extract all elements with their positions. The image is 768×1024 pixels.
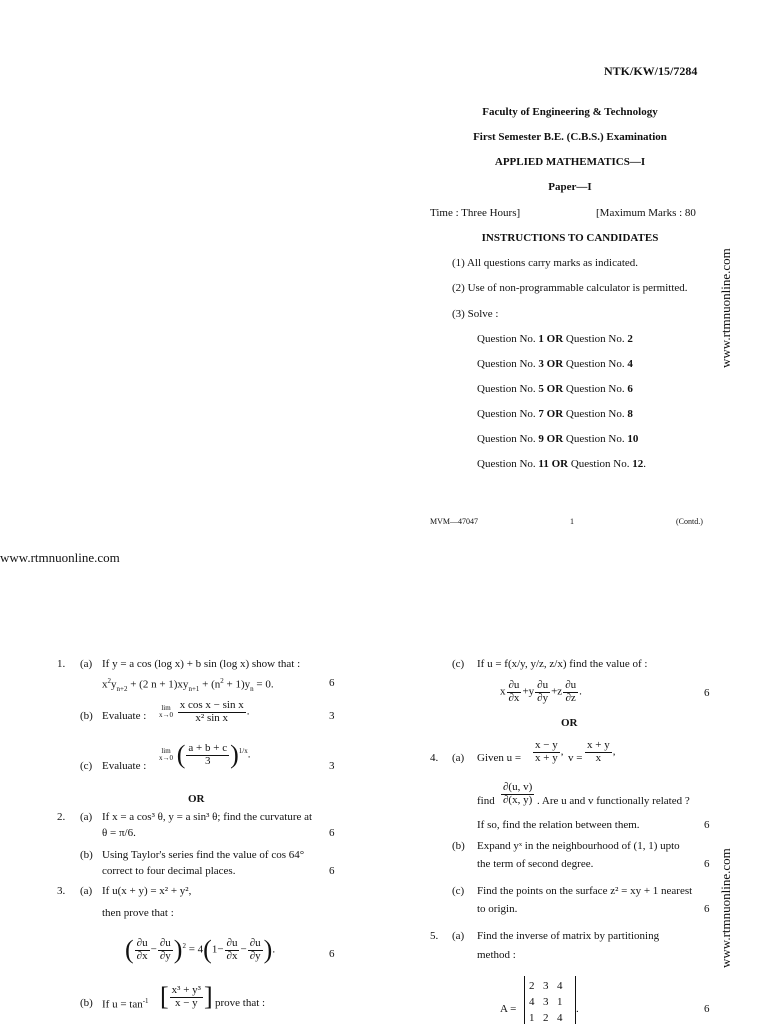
question-text: If x = a cos³ θ, y = a sin³ θ; find the curvature at bbox=[102, 811, 313, 823]
limit-expression: lim x→0 ( $\frac{a + b + c}{3}$ )$^{1/x}$. bbox=[159, 740, 251, 769]
watermark-vertical: www.rtmnuonline.com bbox=[718, 248, 733, 368]
fraction-v: $\frac{x + y}{x}$ , bbox=[587, 739, 616, 764]
question-number: 5. bbox=[430, 930, 439, 942]
part-label: (b) bbox=[80, 997, 93, 1009]
question-text: correct to four decimal places. bbox=[102, 865, 236, 877]
matrix-cell: 4 bbox=[529, 996, 535, 1008]
question-text: Evaluate : bbox=[102, 710, 147, 722]
or-separator: OR bbox=[188, 793, 205, 805]
part-label: (c) bbox=[452, 885, 465, 897]
part-label: (a) bbox=[80, 885, 93, 897]
matrix bbox=[524, 976, 576, 1024]
subject-title: APPLIED MATHEMATICS—I bbox=[494, 156, 646, 168]
watermark-horizontal: www.rtmnuonline.com bbox=[0, 550, 120, 565]
footer-contd: (Contd.) bbox=[676, 517, 703, 526]
exam-title: First Semester B.E. (C.B.S.) Examination bbox=[473, 131, 667, 143]
question-text: Evaluate : bbox=[102, 760, 147, 772]
question-text: If y = a cos (log x) + b sin (log x) show that : bbox=[102, 658, 301, 670]
maximum-marks: [Maximum Marks : 80 bbox=[596, 207, 696, 219]
choice-row: Question No. 9 OR Question No. 10 bbox=[477, 433, 639, 445]
paper-code: NTK/KW/15/7284 bbox=[604, 64, 698, 78]
instruction-3: (3) Solve : bbox=[452, 308, 499, 320]
question-text: Expand yˣ in the neighbourhood of (1, 1) upto bbox=[477, 840, 680, 852]
matrix-cell: 1 bbox=[557, 996, 563, 1008]
question-number: 4. bbox=[430, 752, 439, 764]
or-separator: OR bbox=[561, 717, 578, 729]
equation: x $\frac{\partial u}{\partial x}$ +y $\frac{\partial u}{\partial y}$ +z $\frac{\partial u}{\partial z}$ . bbox=[500, 679, 582, 704]
marks: 6 bbox=[704, 687, 710, 699]
question-number: 2. bbox=[57, 811, 66, 823]
marks: 6 bbox=[329, 865, 335, 877]
marks: 6 bbox=[704, 903, 710, 915]
question-text: If $u = \tan^{-1}$ bbox=[102, 997, 149, 1011]
question-text: . Are u and v functionally related ? bbox=[537, 795, 690, 807]
choice-row: Question No. 11 OR Question No. 12. bbox=[477, 458, 646, 470]
question-text: If so, find the relation between them. bbox=[477, 819, 640, 831]
matrix-cell: 2 bbox=[543, 1012, 549, 1024]
matrix-cell: 3 bbox=[543, 996, 549, 1008]
question-text: prove that : bbox=[215, 997, 266, 1009]
fraction-expression: [ $\frac{\text{x³ + y³}}{x - y}$ ] bbox=[160, 982, 213, 1011]
instruction-2: (2) Use of non-programmable calculator is permitted. bbox=[452, 282, 688, 294]
part-label: (b) bbox=[452, 840, 465, 852]
marks: 3 bbox=[329, 710, 335, 722]
question-text: to origin. bbox=[477, 903, 518, 915]
marks: 6 bbox=[329, 677, 335, 689]
time-allowed: Time : Three Hours] bbox=[430, 207, 521, 219]
question-text: If u = f(x/y, y/z, z/x) find the value of : bbox=[477, 658, 648, 670]
part-label: (c) bbox=[452, 658, 465, 670]
marks: 6 bbox=[704, 1003, 710, 1015]
part-label: (b) bbox=[80, 710, 93, 722]
question-text: Given u = bbox=[477, 752, 522, 764]
marks: 6 bbox=[704, 858, 710, 870]
matrix-label: A = bbox=[500, 1003, 517, 1015]
question-text: Using Taylor's series find the value of cos 64° bbox=[102, 849, 305, 861]
question-text: then prove that : bbox=[102, 907, 174, 919]
matrix-cell: 4 bbox=[557, 1012, 563, 1024]
part-label: (a) bbox=[80, 658, 93, 670]
question-text: Find the points on the surface z² = xy + 1 nearest bbox=[477, 885, 693, 897]
part-label: (a) bbox=[80, 811, 93, 823]
footer-page-number: 1 bbox=[570, 517, 574, 526]
question-text: Find the inverse of matrix by partitioning bbox=[477, 930, 660, 942]
question-text: the term of second degree. bbox=[477, 858, 594, 870]
question-text: find bbox=[477, 795, 495, 807]
marks: 3 bbox=[329, 760, 335, 772]
question-text: θ = π/6. bbox=[102, 827, 136, 839]
part-label: (c) bbox=[80, 760, 93, 772]
instruction-1: (1) All questions carry marks as indicated. bbox=[452, 257, 639, 269]
limit-expression: lim x→0 $\frac{\text{x cos x − sin x}}{\text{x² sin x}}$ . bbox=[159, 699, 250, 724]
matrix-cell: 1 bbox=[529, 1012, 535, 1024]
marks: 6 bbox=[329, 948, 335, 960]
question-number: 3. bbox=[57, 885, 66, 897]
part-label: (a) bbox=[452, 752, 465, 764]
part-label: (b) bbox=[80, 849, 93, 861]
faculty-title: Faculty of Engineering & Technology bbox=[482, 106, 658, 118]
choice-row: Question No. 7 OR Question No. 8 bbox=[477, 408, 633, 420]
fraction-u: $\frac{x - y}{x + y}$ , bbox=[535, 739, 564, 764]
jacobian: $\frac{\partial(u, v)}{\partial(x, y)}$ bbox=[503, 781, 533, 806]
paper-title: Paper—I bbox=[548, 181, 592, 193]
equation: $x^2y_{n+2} + (2$ $n + 1)xy_{n+1} + (n^2 + 1)y_n = 0$. bbox=[102, 677, 274, 693]
equation: ( $\frac{\partial u}{\partial x}$ − $\frac{\partial u}{\partial y}$ )$^2$ = 4(1− $\frac{\partial u}{\partial x}$ − $\frac{\partial u}{\partial y}$ ). bbox=[125, 935, 276, 964]
part-label: (a) bbox=[452, 930, 465, 942]
choice-row: Question No. 1 OR Question No. 2 bbox=[477, 333, 633, 345]
matrix-cell: 3 bbox=[543, 980, 549, 992]
matrix-cell: 4 bbox=[557, 980, 563, 992]
instructions-heading: INSTRUCTIONS TO CANDIDATES bbox=[481, 232, 659, 244]
question-text: If u(x + y) = x² + y², bbox=[102, 885, 192, 897]
question-number: 1. bbox=[57, 658, 66, 670]
question-text: method : bbox=[477, 949, 516, 961]
choice-row: Question No. 5 OR Question No. 6 bbox=[477, 383, 633, 395]
marks: 6 bbox=[704, 819, 710, 831]
matrix-cell: 2 bbox=[529, 980, 535, 992]
footer-code: MVM—47047 bbox=[430, 517, 479, 526]
question-text: v = bbox=[568, 752, 583, 764]
watermark-vertical: www.rtmnuonline.com bbox=[718, 848, 733, 968]
marks: 6 bbox=[329, 827, 335, 839]
choice-row: Question No. 3 OR Question No. 4 bbox=[477, 358, 633, 370]
